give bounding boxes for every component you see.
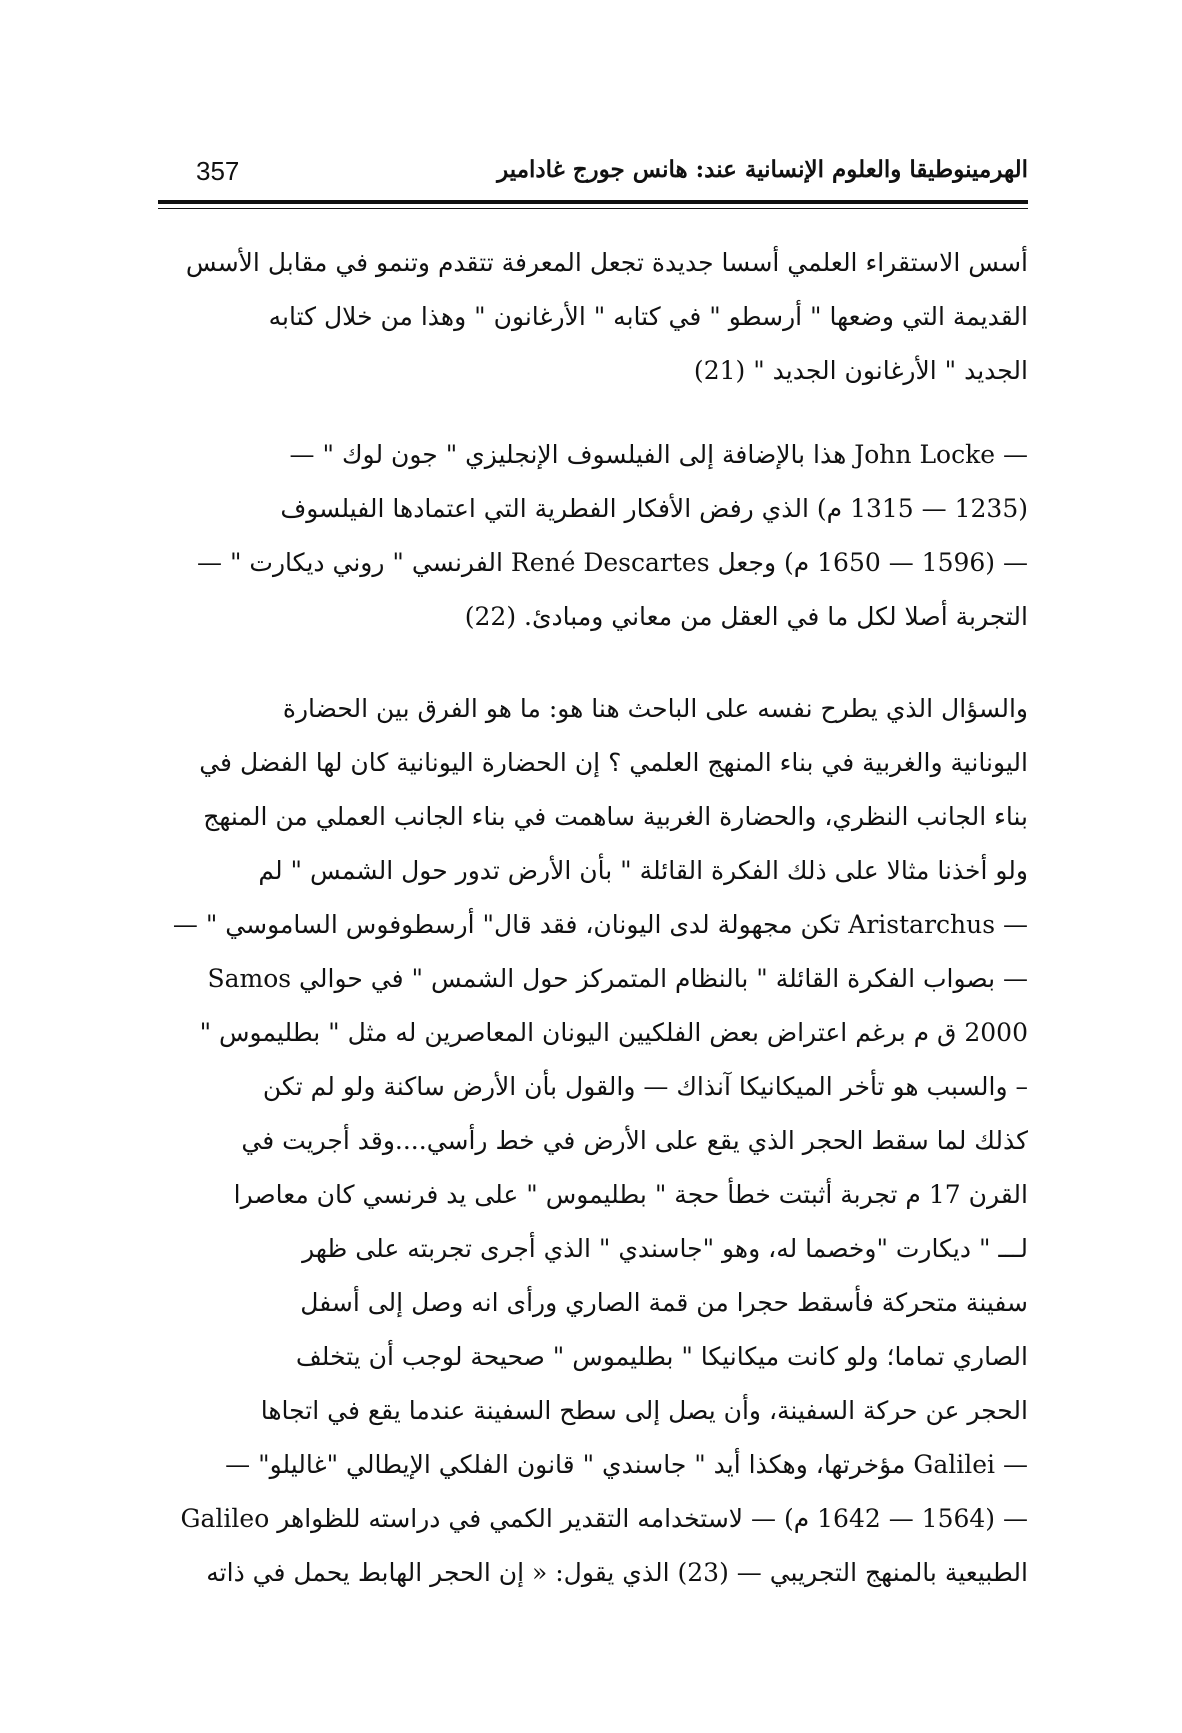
text-line: (1235 — 1315 م) الذي رفض الأفكار الفطرية التي اعتمادها الفيلسوف xyxy=(280,494,1028,523)
text-line: — Galilei مؤخرتها، وهكذا أيد " جاسندي " قانون الفلكي الإيطالي "غاليلو" — xyxy=(225,1450,1028,1479)
page-header xyxy=(158,150,1028,194)
text-line: لـــ " ديكارت "وخصما له، وهو "جاسندي " الذي أجرى تجربته على ظهر xyxy=(302,1234,1028,1263)
header-rule-thin xyxy=(158,208,1028,209)
text-line: — Aristarchus تكن مجهولة لدى اليونان، فقد قال" أرسطوفوس الساموسي " — xyxy=(172,910,1028,939)
text-line: الصاري تماما؛ ولو كانت ميكانيكا " بطليموس " صحيحة لوجب أن يتخلف xyxy=(295,1342,1028,1371)
running-title: الهرمينوطيقا والعلوم الإنسانية عند: هانس جورج غادامير xyxy=(497,156,1028,183)
paragraph-1 xyxy=(170,236,1028,398)
text-line: الجديد " الأرغانون الجديد " (21) xyxy=(693,356,1028,385)
paragraph-2 xyxy=(170,428,1028,644)
text-line: 2000 ق م برغم اعتراض بعض الفلكيين اليونان المعاصرين له مثل " بطليموس " xyxy=(199,1018,1028,1047)
text-line: القرن 17 م تجربة أثبتت خطأ حجة " بطليموس " على يد فرنسي كان معاصرا xyxy=(233,1180,1028,1209)
text-line: — (1596 — 1650 م) وجعل René Descartes الفرنسي " روني ديكارت " — xyxy=(197,548,1028,577)
text-line: أسس الاستقراء العلمي أسسا جديدة تجعل المعرفة تتقدم وتنمو في مقابل الأسس xyxy=(185,248,1028,277)
text-line: كذلك لما سقط الحجر الذي يقع على الأرض في خط رأسي....وقد أجريت في xyxy=(241,1126,1028,1155)
text-line: التجربة أصلا لكل ما في العقل من معاني ومبادئ. (22) xyxy=(464,602,1028,631)
paragraph-3 xyxy=(170,682,1028,1600)
text-line: القديمة التي وضعها " أرسطو " في كتابه " الأرغانون " وهذا من خلال كتابه xyxy=(268,302,1028,331)
header-rule-thick xyxy=(158,200,1028,204)
text-line: اليونانية والغربية في بناء المنهج العلمي ؟ إن الحضارة اليونانية كان لها الفضل في xyxy=(199,748,1028,777)
text-line: — (1564 — 1642 م) — لاستخدامه التقدير الكمي في دراسته للظواهر Galileo xyxy=(180,1504,1028,1533)
text-line: الطبيعية بالمنهج التجريبي — (23) الذي يقول: « إن الحجر الهابط يحمل في ذاته xyxy=(206,1558,1028,1587)
text-line: سفينة متحركة فأسقط حجرا من قمة الصاري ورأى انه وصل إلى أسفل xyxy=(300,1288,1028,1317)
text-line: ولو أخذنا مثالا على ذلك الفكرة القائلة " بأن الأرض تدور حول الشمس " لم xyxy=(258,856,1028,885)
text-line: – والسبب هو تأخر الميكانيكا آنذاك — والقول بأن الأرض ساكنة ولو لم تكن xyxy=(262,1072,1028,1101)
text-line: بناء الجانب النظري، والحضارة الغربية ساهمت في بناء الجانب العملي من المنهج xyxy=(203,802,1028,831)
page-number: 357 xyxy=(196,156,240,186)
text-line: — بصواب الفكرة القائلة " بالنظام المتمركز حول الشمس " في حوالي Samos xyxy=(207,964,1028,993)
text-line: والسؤال الذي يطرح نفسه على الباحث هنا هو: ما هو الفرق بين الحضارة xyxy=(282,694,1028,723)
text-line: الحجر عن حركة السفينة، وأن يصل إلى سطح السفينة عندما يقع في اتجاها xyxy=(260,1396,1028,1425)
text-line: — John Locke هذا بالإضافة إلى الفيلسوف الإنجليزي " جون لوك " — xyxy=(289,440,1028,469)
